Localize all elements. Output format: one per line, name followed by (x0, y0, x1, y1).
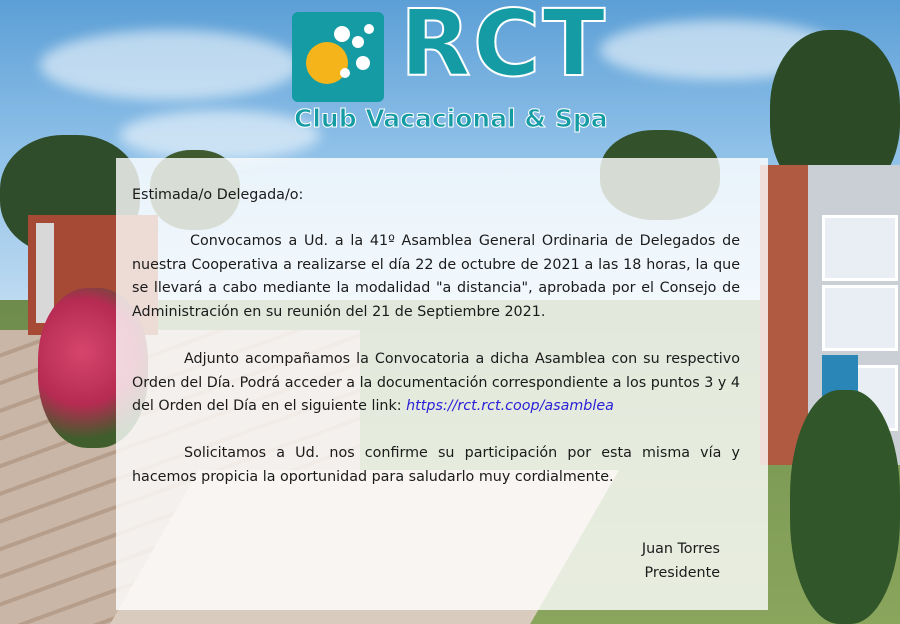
logo-wordmark: RCT (400, 0, 608, 97)
rct-logo (292, 0, 612, 134)
paragraph-closing (132, 442, 740, 489)
signer-title: Presidente (644, 564, 720, 581)
paragraph-documents (132, 348, 740, 419)
logo-subtitle: Club Vacacional & Spa (294, 104, 608, 133)
letter-panel (116, 158, 768, 610)
paragraph-convocation (132, 230, 740, 324)
signer-name: Juan Torres (641, 541, 720, 557)
paragraph-documents-text: Adjunto acompañamos la Convocatoria a dicha Asamblea con su respectivo Orden del Día. Podrá acceder a la documentación correspondiente a los puntos 3 y 4 del Orden del Día en el siguiente link: (132, 351, 741, 414)
asamblea-link[interactable]: https://rct.rct.coop/asamblea (406, 398, 614, 414)
logo-sun-icon (292, 12, 384, 102)
signature-block (642, 538, 720, 585)
greeting: Estimada/o Delegada/o: (132, 187, 304, 203)
paragraph-convocation-text: Convocamos a Ud. a la 41º Asamblea General Ordinaria de Delegados de nuestra Cooperativa a realizarse el día 22 de octubre de 2021 a las 18 horas, la que se llevará a cabo mediante la modalidad "a distancia", aprobada por el Consejo de Administración en su reunión del 21 de Septiembre 2021. (132, 233, 740, 320)
paragraph-closing-text: Solicitamos a Ud. nos confirme su participación por esta misma vía y hacemos propicia la oportunidad para saludarlo muy cordialmente. (132, 445, 740, 485)
